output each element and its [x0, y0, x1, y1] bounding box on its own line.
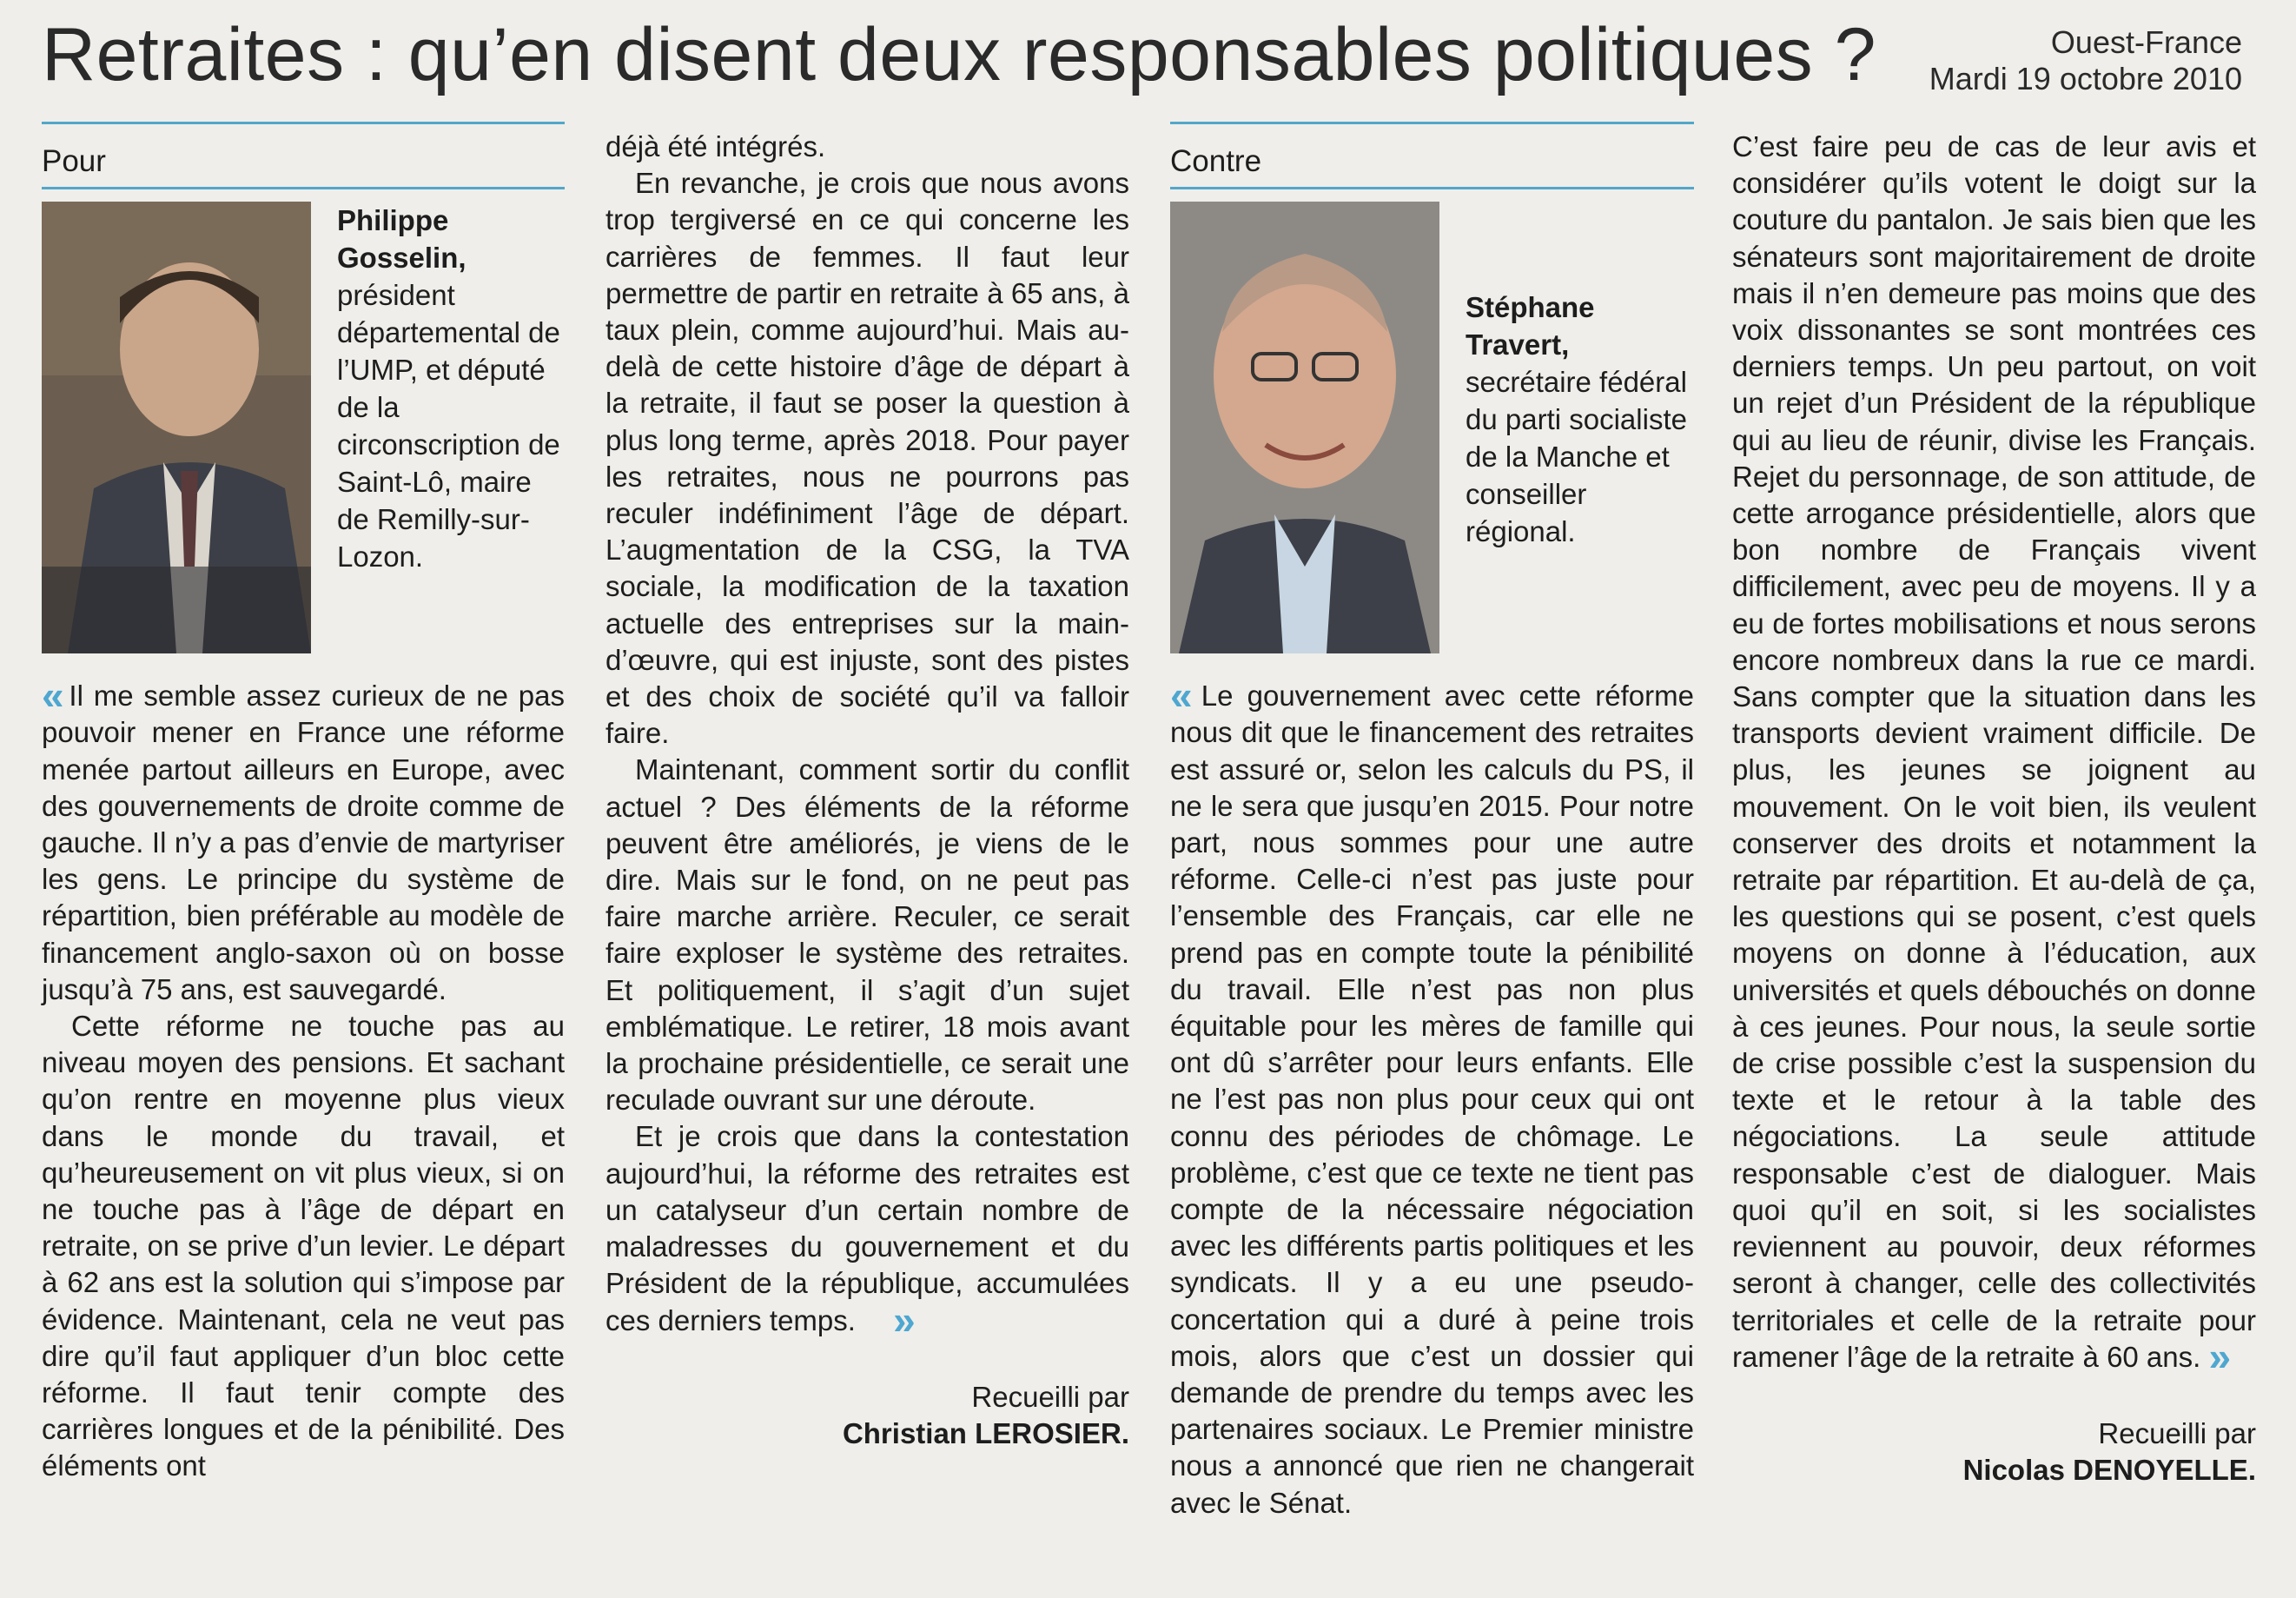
publication-info	[1877, 24, 2242, 97]
contre-column-1	[1170, 122, 1694, 1522]
quote-open-icon: «	[1170, 678, 1188, 719]
portrait-travert-image	[1170, 202, 1439, 653]
pour-paragraph-3: En revanche, je crois que nous avons trop tergiversé en ce qui concerne les carrières de femmes. Il faut leur permettre de partir en retraite à 65 ans, à taux plein, comme aujourd’hui. Mais au-delà de cette histoire d’âge de départ à la retraite, il faut se poser la question à plus long terme, après 2018. Pour payer les retraites, nous ne pourrons pas reculer indéfiniment l’âge de départ. L’augmentation de la CSG, la TVA sociale, la modification de la taxation actuelle des entreprises sur la main-d’œuvre, qui est injuste, sont des pistes et des choix de société qu’il va falloir faire.	[605, 167, 1129, 750]
pour-portrait-block	[42, 202, 565, 653]
contre-signature	[1732, 1416, 2256, 1489]
contre-bio-text: secrétaire fédéral du parti socialiste de la Manche et conseiller régional.	[1466, 366, 1687, 548]
contre-section-header	[1170, 122, 1694, 180]
contre-bio	[1466, 202, 1694, 653]
portrait-photo-travert	[1170, 202, 1439, 653]
pour-bio-text: président départemental de l’UMP, et député de la circonscription de Saint-Lô, maire de Remilly-sur-Lozon.	[337, 279, 560, 574]
contre-journalist: Nicolas DENOYELLE.	[1962, 1453, 2256, 1486]
pour-signature	[605, 1379, 1129, 1452]
pour-paragraph-5: Et je crois que dans la contestation aujourd’hui, la réforme des retraites est un catalyseur d’un certain nombre de maladresses du gouvernement et du Président de la république, accumulées ces derniers temps. »	[605, 1120, 1129, 1343]
pour-column-1	[42, 122, 565, 1485]
portrait-gosselin-image	[42, 202, 311, 653]
quote-open-icon: «	[42, 673, 59, 719]
portrait-photo-gosselin	[42, 202, 311, 653]
publication-date: Mardi 19 octobre 2010	[1929, 61, 2242, 96]
pour-collected-by: Recueilli par	[971, 1380, 1129, 1413]
contre-paragraph-1-part1: « Le gouvernement avec cette réforme nous dit que le financement des retraites est assuré or, selon les calculs du PS, il ne le sera que jusqu’en 2015. Pour notre part, nous sommes pour une autre réforme. Celle-ci n’est pas juste pour l’ensemble des Français, car elle ne prend pas en compte toute la pénibilité du travail. Elle n’est pas non plus équitable pour les mères de famille qui ont dû s’arrêter pour leurs enfants. Elle ne l’est pas non plus pour ceux qui ont connu des périodes de chômage. Le problème, c’est que ce texte ne tient pas compte de la nécessaire négociation avec les différents partis politiques et les syndicats. Il y a eu une pseudo-concertation qui a duré à peine trois mois, alors que c’est un dossier qui demande de prendre du temps avec les partenaires sociaux. Le Premier ministre nous a annoncé que rien ne changerait avec le Sénat.	[1170, 678, 1694, 1519]
quote-close-icon: »	[893, 1296, 910, 1343]
contre-name: Stéphane Travert,	[1466, 291, 1595, 361]
pour-name: Philippe Gosselin,	[337, 204, 466, 275]
pour-section-header	[42, 122, 565, 180]
pour-journalist: Christian LEROSIER.	[842, 1416, 1129, 1449]
pour-paragraph-4: Maintenant, comment sortir du conflit actuel ? Des éléments de la réforme peuvent être améliorés, je viens de le dire. Mais sur le fond, on ne peut pas faire marche arrière. Reculer, ce serait faire exploser le système des retraites. Et politiquement, il s’agit d’un sujet emblématique. Le retirer, 18 mois avant la prochaine présidentielle, ce serait une reculade ouvrant sur une déroute.	[605, 753, 1129, 1117]
article-title: Retraites : qu’en disent deux responsables politiques ?	[42, 13, 1876, 96]
pour-paragraph-2: Cette réforme ne touche pas au niveau moyen des pensions. Et sachant qu’on rentre en moyenne plus vieux dans le monde du travail, et qu’heureusement on vit plus vieux, si on ne touche pas à l’âge de départ en retraite, on se prive d’un levier. Le départ à 62 ans est la solution qui s’impose par évidence. Maintenant, cela ne veut pas dire qu’il faut appliquer d’un bloc cette réforme. Il faut tenir compte des carrières longues et de la pénibilité. Des éléments ont	[42, 1010, 565, 1482]
pour-paragraph-2-tail: déjà été intégrés.	[605, 130, 826, 162]
contre-column-2	[1732, 129, 2256, 1489]
pour-paragraph-1: « Il me semble assez curieux de ne pas pouvoir mener en France une réforme menée partout ailleurs en Europe, avec des gouvernements de droite comme de gauche. Il n’y a pas d’envie de martyriser les gens. Le principe du système de répartition, bien préférable au modèle de financement anglo-saxon où on bosse jusqu’à 75 ans, est sauvegardé.	[42, 673, 565, 1005]
pour-column-2	[605, 129, 1129, 1452]
quote-close-icon: »	[2208, 1333, 2227, 1376]
contre-portrait-block	[1170, 202, 1694, 653]
contre-collected-by: Recueilli par	[2098, 1416, 2256, 1449]
contre-label: Contre	[1170, 144, 1262, 178]
pour-label: Pour	[42, 144, 106, 178]
publication-name: Ouest-France	[2050, 24, 2242, 60]
contre-paragraph-1-part2: C’est faire peu de cas de leur avis et considérer qu’ils votent le doigt sur la couture du pantalon. Je sais bien que les sénateurs sont majoritairement de droite mais il n’en demeure pas moins que des voix dissonantes se sont montrées ces derniers temps. Un peu partout, on voit un rejet d’un Président de la république qui au lieu de réunir, divise les Français. Rejet du personnage, de son attitude, de cette arrogance présidentielle, alors que bon nombre de Français vivent difficilement, avec peu de moyens. Il y a eu de fortes mobilisations et nous serons encore nombreux dans la rue ce mardi. Sans compter que la situation dans les transports devient vraiment difficile. De plus, les jeunes se joignent au mouvement. On le voit bien, ils veulent conserver des droits et notamment la retraite par répartition. Et au-delà de ça, les questions qui se posent, c’est quels moyens on donne à l’éducation, aux universités et quels débouchés on donne à ces jeunes. Pour nous, la seule sortie de crise possible c’est la suspension du texte et le retour à la table des négociations. La seule attitude responsable c’est de dialoguer. Mais quoi qu’il en soit, si les socialistes reviennent au pouvoir, deux réformes seront à changer, celle des collectivités territoriales et celle de la retraite pour ramener l’âge de la retraite à 60 ans. »	[1732, 130, 2256, 1376]
pour-bio	[337, 202, 565, 653]
